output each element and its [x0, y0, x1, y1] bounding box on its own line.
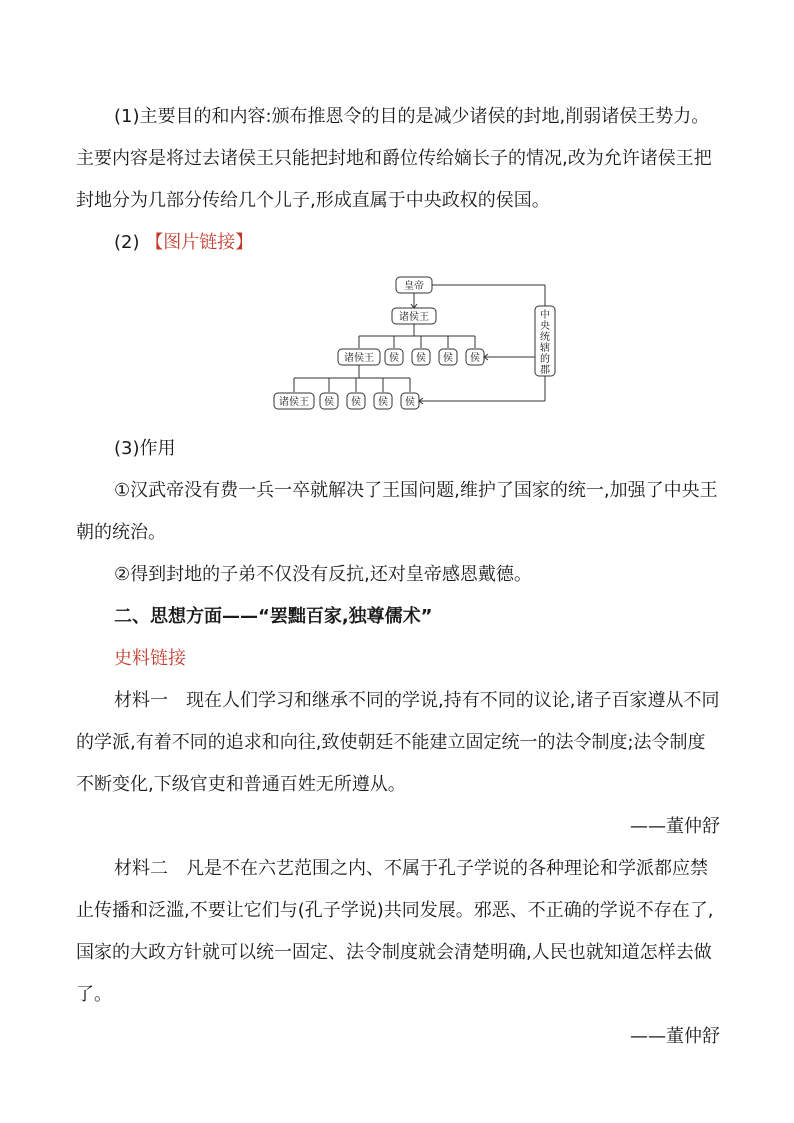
- material-2-source: ——董仲舒: [630, 1026, 720, 1047]
- item1-text: 颁布推恩令的目的是减少诸侯的封地,削弱诸侯王势力。主要内容是将过去诸侯王只能把封地和爵位传给嫡长子的情况,改为允许诸侯王把封地分为几部分传给几个儿子,形成直属于中央政权的侯国。: [76, 106, 712, 211]
- central-label-char: 的: [540, 354, 550, 365]
- hou-label: 侯: [351, 397, 361, 408]
- prince-label-3: 诸侯王: [279, 397, 309, 408]
- hou-label: 侯: [405, 397, 415, 408]
- item2-label: (2): [114, 232, 140, 253]
- central-label-char: 辖: [540, 343, 550, 354]
- paragraph-image-link: [76, 222, 720, 264]
- central-label-char: 郡: [540, 365, 550, 376]
- hou-label: 侯: [324, 397, 334, 408]
- hou-label: 侯: [389, 353, 399, 364]
- hou-label: 侯: [378, 397, 388, 408]
- central-label-char: 央: [540, 321, 550, 332]
- emperor-label: 皇帝: [404, 281, 424, 292]
- source-link-label[interactable]: 史料链接: [114, 648, 186, 669]
- image-link[interactable]: 【图片链接】: [145, 232, 254, 253]
- item1-label: (1)主要目的和内容:: [114, 106, 272, 127]
- material-2: 材料二 凡是不在六艺范围之内、不属于孔子学说的各种理论和学派都应禁止传播和泛滥,不要让它们与(孔子学说)共同发展。邪恶、不正确的学说不存在了,国家的大政方针就可以统一固定、法令制度就会清楚明确,人民也就知道怎样去做了。: [76, 858, 714, 1005]
- prince-label-1: 诸侯王: [399, 312, 429, 323]
- paragraph-purpose: [76, 96, 720, 222]
- section-heading-thought: 二、思想方面——“罢黜百家,独尊儒术”: [114, 606, 433, 627]
- material-1: 材料一 现在人们学习和继承不同的学说,持有不同的议论,诸子百家遵从不同的学派,有着不同的追求和向往,致使朝廷不能建立固定统一的法令制度;法令制度不断变化,下级官吏和普通百姓无所遵从。: [76, 690, 720, 795]
- hou-label: 侯: [443, 353, 453, 364]
- hou-label: 侯: [470, 353, 480, 364]
- paragraph-effect-heading: (3)作用: [114, 438, 176, 459]
- central-label-char: 统: [540, 332, 550, 343]
- prince-label-2: 诸侯王: [344, 353, 374, 364]
- material-1-source: ——董仲舒: [630, 816, 720, 837]
- hou-label: 侯: [416, 353, 426, 364]
- paragraph-effect-1: ①汉武帝没有费一兵一卒就解决了王国问题,维护了国家的统一,加强了中央王朝的统治。: [76, 480, 718, 543]
- central-label-char: 中: [540, 310, 550, 321]
- fief-division-diagram: [268, 272, 568, 418]
- paragraph-effect-2: ②得到封地的子弟不仅没有反抗,还对皇帝感恩戴德。: [114, 564, 532, 585]
